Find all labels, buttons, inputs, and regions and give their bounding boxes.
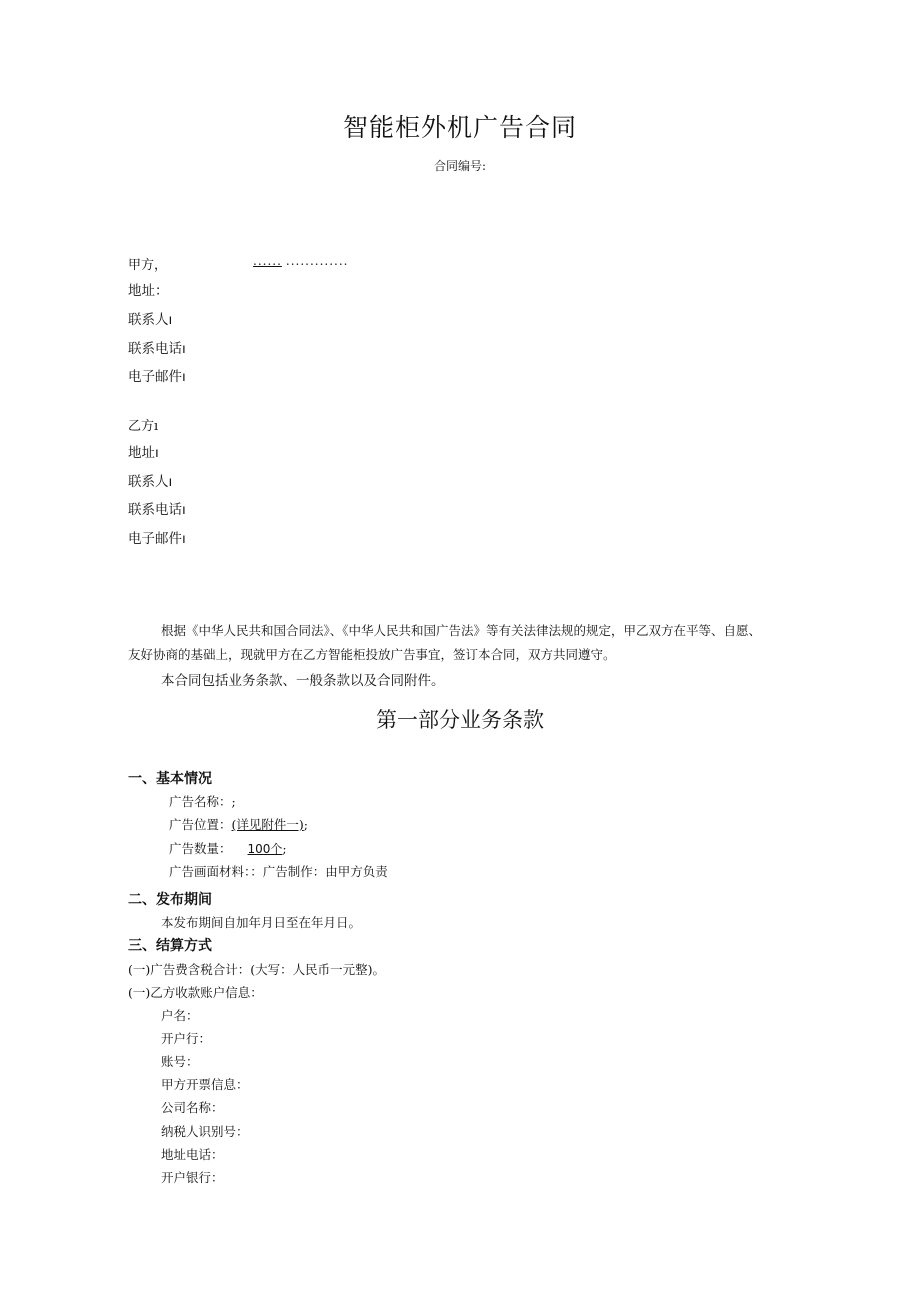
section-2-heading: 二、发布期间 (128, 892, 212, 908)
party-a-address-label: 地址： (128, 283, 169, 299)
account-number-line: 账号： (161, 1054, 199, 1069)
section-3-heading: 三、结算方式 (128, 938, 212, 954)
publish-period-text: 本发布期间自加年月日至在年月日。 (161, 915, 362, 930)
party-a-name-label: 甲方， (128, 258, 168, 273)
ad-position-end: ; (303, 817, 308, 832)
ad-quantity-label: 广告数量： (169, 841, 232, 856)
preamble-line-2: 友好协商的基础上，现就甲方在乙方智能柜投放广告事宜，签订本合同，双方共同遵守。 (128, 647, 616, 662)
party-a-contact-label: 联系人ı (128, 312, 173, 328)
tax-id-line: 纳税人识别号： (161, 1124, 249, 1139)
party-a-email-label: 电子邮件ı (128, 369, 186, 385)
party-b-email-label: 电子邮件ı (128, 531, 186, 547)
preamble-line-3: 本合同包括业务条款、一般条款以及合同附件。 (161, 673, 445, 689)
ad-quantity-value: 100个 (247, 842, 283, 856)
ad-quantity-end: ; (282, 841, 287, 856)
party-a-name-underlined: ...... (253, 254, 282, 268)
invoice-bank-line: 开户银行： (161, 1170, 224, 1185)
ad-material-line: 广告画面材料：：广告制作：由甲方负责 (169, 864, 388, 879)
ad-position-line (169, 815, 308, 833)
ad-quantity-line (169, 839, 287, 857)
ad-position-label: 广告位置： (169, 817, 232, 832)
invoice-info-line: 甲方开票信息： (161, 1077, 249, 1092)
party-a-phone-label: 联系电话ı (128, 341, 186, 357)
ad-position-value: (详见附件一) (231, 817, 304, 832)
party-b-name-label: 乙方ı (128, 419, 159, 434)
party-b-phone-label: 联系电话ı (128, 502, 186, 518)
section-1-heading: 一、基本情况 (128, 771, 212, 787)
document-title: 智能柜外机广告合同 (342, 113, 577, 142)
party-a-name-dots: ............. (285, 254, 349, 268)
company-name-line: 公司名称： (161, 1100, 224, 1115)
settlement-item-2: (一)乙方收款账户信息： (128, 985, 263, 1000)
ad-name-line: 广告名称：; (169, 794, 236, 809)
party-b-address-label: 地址ı (128, 445, 159, 461)
address-phone-line: 地址电话： (161, 1147, 224, 1162)
settlement-item-1: (一)广告费含税合计：(大写：人民币一元整)。 (128, 962, 386, 977)
party-b-contact-label: 联系人ı (128, 474, 173, 490)
contract-number-label: 合同编号: (433, 159, 487, 173)
preamble-line-1: 根据《中华人民共和国合同法》、《中华人民共和国广告法》等有关法律法规的规定，甲乙双方在平等、自愿、 (161, 623, 762, 638)
part-one-heading: 第一部分业务条款 (376, 708, 544, 732)
bank-line: 开户行： (161, 1031, 212, 1046)
party-a-name-field (253, 254, 348, 268)
account-name-line: 户名： (161, 1008, 199, 1023)
